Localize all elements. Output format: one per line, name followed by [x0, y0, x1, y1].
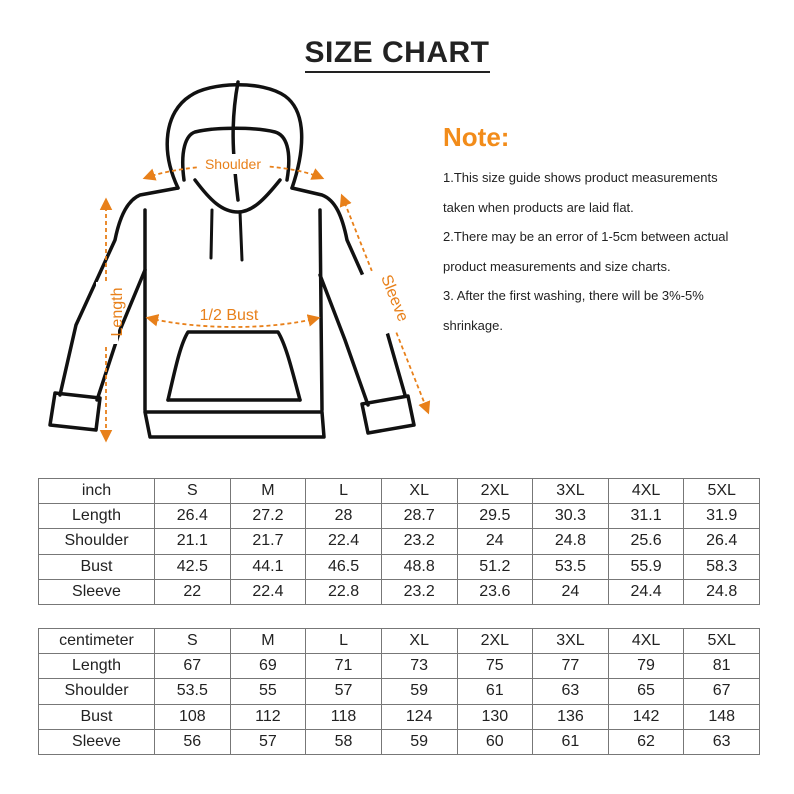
table-cell: 58.3	[684, 554, 760, 579]
table-cell: 67	[155, 654, 231, 679]
table-cell: 24	[457, 529, 533, 554]
table-cell: 22.8	[306, 579, 382, 604]
size-header: 2XL	[457, 629, 533, 654]
table-cell: 61	[533, 729, 609, 754]
table-cell: 59	[381, 729, 457, 754]
note-line: shrinkage.	[443, 317, 503, 333]
spacer-cell	[608, 604, 684, 626]
table-cell: 51.2	[457, 554, 533, 579]
table-cell: 57	[306, 679, 382, 704]
table-cell: 124	[381, 704, 457, 729]
spacer-cell	[457, 604, 533, 626]
note-line: product measurements and size charts.	[443, 258, 671, 274]
table-row	[39, 654, 760, 679]
hoodie-outline	[50, 82, 414, 437]
size-header: 3XL	[533, 629, 609, 654]
table-cell: 24.4	[608, 579, 684, 604]
table-row	[39, 579, 760, 604]
table-cell: 136	[533, 704, 609, 729]
row-label: Sleeve	[39, 579, 155, 604]
sleeve-label: Sleeve	[377, 272, 412, 325]
size-header: 5XL	[684, 479, 760, 504]
shoulder-label: Shoulder	[204, 156, 262, 172]
table-cell: 53.5	[155, 679, 231, 704]
table-cell: 71	[306, 654, 382, 679]
row-label: Bust	[39, 704, 155, 729]
row-label: Shoulder	[39, 679, 155, 704]
table-cell: 112	[230, 704, 306, 729]
table-row	[39, 554, 760, 579]
note-line: 1.This size guide shows product measurements	[443, 170, 718, 185]
table-cell: 53.5	[533, 554, 609, 579]
size-header: 3XL	[533, 479, 609, 504]
table-cell: 77	[533, 654, 609, 679]
table-cell: 69	[230, 654, 306, 679]
table-cell: 81	[684, 654, 760, 679]
table-cell: 118	[306, 704, 382, 729]
table-cell: 30.3	[533, 504, 609, 529]
table-cell: 24	[533, 579, 609, 604]
size-header: 2XL	[457, 479, 533, 504]
table-cell: 108	[155, 704, 231, 729]
table-cell: 65	[608, 679, 684, 704]
spacer-cell	[381, 604, 457, 626]
spacer-cell	[306, 604, 382, 626]
note-heading: Note:	[443, 122, 510, 152]
table-cell: 24.8	[533, 529, 609, 554]
table-cell: 55.9	[608, 554, 684, 579]
size-header: XL	[381, 479, 457, 504]
table-cell: 22	[155, 579, 231, 604]
table-cell: 62	[608, 729, 684, 754]
row-label: Bust	[39, 554, 155, 579]
table-cell: 73	[381, 654, 457, 679]
size-header: S	[155, 479, 231, 504]
table-cell: 60	[457, 729, 533, 754]
table-cell: 23.2	[381, 579, 457, 604]
table-cell: 67	[684, 679, 760, 704]
table-cell: 130	[457, 704, 533, 729]
table-cell: 46.5	[306, 554, 382, 579]
table-cell: 26.4	[684, 529, 760, 554]
row-label: Sleeve	[39, 729, 155, 754]
table-cell: 31.1	[608, 504, 684, 529]
row-label: Length	[39, 654, 155, 679]
table-cell: 79	[608, 654, 684, 679]
table-header-row	[39, 629, 760, 654]
size-header: M	[230, 629, 306, 654]
table-cell: 59	[381, 679, 457, 704]
spacer-cell	[533, 604, 609, 626]
size-table-inch	[38, 478, 760, 626]
table-cell: 63	[533, 679, 609, 704]
size-header: 4XL	[608, 629, 684, 654]
table-cell: 28	[306, 504, 382, 529]
table-cell: 23.2	[381, 529, 457, 554]
table-cell: 58	[306, 729, 382, 754]
note-line: 2.There may be an error of 1-5cm between actual	[443, 229, 729, 244]
table-cell: 56	[155, 729, 231, 754]
table-cell: 42.5	[155, 554, 231, 579]
note-line: taken when products are laid flat.	[443, 199, 634, 215]
spacer-cell	[230, 604, 306, 626]
table-cell: 25.6	[608, 529, 684, 554]
table-header-row	[39, 479, 760, 504]
size-header: L	[306, 479, 382, 504]
hoodie-diagram	[0, 70, 440, 460]
size-header: 5XL	[684, 629, 760, 654]
bust-label: 1/2 Bust	[199, 307, 259, 324]
table-cell: 75	[457, 654, 533, 679]
spacer-cell	[39, 604, 155, 626]
table-cell: 63	[684, 729, 760, 754]
title-text: SIZE CHART	[305, 36, 490, 73]
table-cell: 22.4	[306, 529, 382, 554]
table-cell: 21.7	[230, 529, 306, 554]
note-line: 3. After the first washing, there will be 3%-5%	[443, 288, 704, 303]
size-header: L	[306, 629, 382, 654]
table-cell: 48.8	[381, 554, 457, 579]
page-title	[0, 36, 794, 70]
table-spacer-row	[39, 604, 760, 626]
table-cell: 44.1	[230, 554, 306, 579]
size-header: 4XL	[608, 479, 684, 504]
size-header: S	[155, 629, 231, 654]
table-row	[39, 729, 760, 754]
table-cell: 142	[608, 704, 684, 729]
table-cell: 31.9	[684, 504, 760, 529]
table-cell: 26.4	[155, 504, 231, 529]
table-cell: 24.8	[684, 579, 760, 604]
unit-header: inch	[39, 479, 155, 504]
unit-header: centimeter	[39, 629, 155, 654]
size-table-centimeter	[38, 628, 760, 755]
table-cell: 61	[457, 679, 533, 704]
note-panel	[443, 122, 783, 340]
table-cell: 29.5	[457, 504, 533, 529]
drawstrings	[211, 210, 242, 260]
table-row	[39, 504, 760, 529]
table-cell: 28.7	[381, 504, 457, 529]
table-row	[39, 529, 760, 554]
table-cell: 148	[684, 704, 760, 729]
table-cell: 27.2	[230, 504, 306, 529]
size-header: M	[230, 479, 306, 504]
spacer-cell	[684, 604, 760, 626]
table-row	[39, 704, 760, 729]
table-cell: 57	[230, 729, 306, 754]
row-label: Length	[39, 504, 155, 529]
size-header: XL	[381, 629, 457, 654]
table-cell: 23.6	[457, 579, 533, 604]
table-cell: 55	[230, 679, 306, 704]
table-cell: 21.1	[155, 529, 231, 554]
table-cell: 22.4	[230, 579, 306, 604]
spacer-cell	[155, 604, 231, 626]
table-row	[39, 679, 760, 704]
row-label: Shoulder	[39, 529, 155, 554]
length-label: Length	[109, 287, 126, 337]
